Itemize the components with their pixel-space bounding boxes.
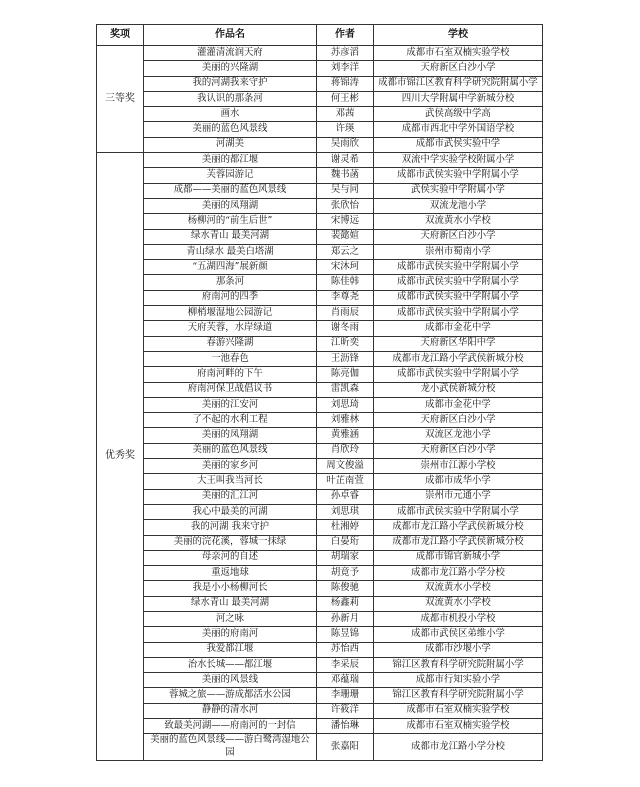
author-cell: 孙卓睿 — [317, 489, 374, 504]
school-cell: 双流黄水小学校 — [374, 596, 543, 611]
author-cell: 蒋锦涛 — [317, 76, 374, 91]
school-cell: 锦江区教育科学研究院附属小学 — [374, 688, 543, 703]
table-row — [97, 504, 543, 519]
author-cell: 邓茜 — [317, 107, 374, 122]
school-cell: 成都市武侯实验中学附属小学 — [374, 168, 543, 183]
table-row — [97, 627, 543, 642]
work-title-cell: 芙蓉园游记 — [144, 168, 317, 183]
school-cell: 双流黄水小学校 — [374, 214, 543, 229]
school-cell: 成都市锦江区教育科学研究院附属小学 — [374, 76, 543, 91]
school-cell: 成都市金花中学 — [374, 321, 543, 336]
author-cell: 李珊珊 — [317, 688, 374, 703]
work-title-cell: 美丽的凤翔湖 — [144, 428, 317, 443]
school-cell: 成都市成华小学 — [374, 474, 543, 489]
work-title-cell: 美丽的浣花溪，蓉城一抹绿 — [144, 535, 317, 550]
author-cell: 何王彬 — [317, 91, 374, 106]
author-cell: 孙新月 — [317, 611, 374, 626]
table-row — [97, 61, 543, 76]
school-cell: 双流中学实验学校附属小学 — [374, 153, 543, 168]
work-title-cell: 成都——美丽的蓝色风景线 — [144, 183, 317, 198]
author-cell: 刘思琪 — [317, 504, 374, 519]
table-row — [97, 459, 543, 474]
school-cell: 武侯高级中学高 — [374, 107, 543, 122]
author-cell: 江昕奕 — [317, 336, 374, 351]
school-cell: 成都市武侯实验中学附属小学 — [374, 306, 543, 321]
work-title-cell: 河湖美 — [144, 137, 317, 152]
school-cell: 崇州市江源小学校 — [374, 459, 543, 474]
award-category-cell: 三等奖 — [97, 46, 144, 153]
school-cell: 成都市武侯实验中学附属小学 — [374, 290, 543, 305]
work-title-cell: 大王叫我当河长 — [144, 474, 317, 489]
awards-table — [96, 24, 543, 761]
author-cell: 李采辰 — [317, 657, 374, 672]
author-cell: 陈昱锦 — [317, 627, 374, 642]
work-title-cell: 母亲河的自述 — [144, 550, 317, 565]
work-title-cell: 府南河的四季 — [144, 290, 317, 305]
author-cell: 吴与同 — [317, 183, 374, 198]
table-row — [97, 673, 543, 688]
table-row — [97, 46, 543, 61]
table-row — [97, 443, 543, 458]
author-cell: 杜湘婷 — [317, 520, 374, 535]
table-row — [97, 550, 543, 565]
author-cell: 陈佳韩 — [317, 275, 374, 290]
table-row — [97, 657, 543, 672]
school-cell: 双流龙池小学 — [374, 198, 543, 213]
table-row — [97, 489, 543, 504]
work-title-cell: 美丽的汇江河 — [144, 489, 317, 504]
work-title-cell: 绿水青山 最美河湖 — [144, 596, 317, 611]
school-cell: 龙小武侯新城分校 — [374, 382, 543, 397]
table-row — [97, 734, 543, 761]
table-row — [97, 168, 543, 183]
work-title-cell: 美丽的江安河 — [144, 397, 317, 412]
work-title-cell: 美丽的蓝色风景线 — [144, 443, 317, 458]
school-cell: 双流黄水小学校 — [374, 581, 543, 596]
author-cell: 宋沐珂 — [317, 260, 374, 275]
work-title-cell: 我爱都江堰 — [144, 642, 317, 657]
author-cell: 胡瑞家 — [317, 550, 374, 565]
work-title-cell: 我是小小杨柳河长 — [144, 581, 317, 596]
table-row — [97, 260, 543, 275]
table-row — [97, 153, 543, 168]
work-title-cell: 美丽的蓝色风景线 — [144, 122, 317, 137]
work-title-cell: 杨柳河的“前生后世” — [144, 214, 317, 229]
table-row — [97, 382, 543, 397]
author-cell: 裴懿媗 — [317, 229, 374, 244]
author-cell: 魏书菡 — [317, 168, 374, 183]
table-row — [97, 535, 543, 550]
school-cell: 成都市武侯区弟维小学 — [374, 627, 543, 642]
author-cell: 胡竟予 — [317, 566, 374, 581]
school-cell: 天府新区白沙小学 — [374, 413, 543, 428]
table-row — [97, 244, 543, 259]
work-title-cell: 府南河保卫战倡议书 — [144, 382, 317, 397]
author-cell: 许筱洋 — [317, 703, 374, 718]
author-cell: 肖雨辰 — [317, 306, 374, 321]
table-row — [97, 596, 543, 611]
author-cell: 肖欣玲 — [317, 443, 374, 458]
work-title-cell: 静静的清水河 — [144, 703, 317, 718]
table-row — [97, 336, 543, 351]
author-cell: 刘雅林 — [317, 413, 374, 428]
table-row — [97, 611, 543, 626]
author-cell: 宋博远 — [317, 214, 374, 229]
table-header — [97, 25, 543, 46]
school-cell: 双流区龙池小学 — [374, 428, 543, 443]
school-cell: 成都市武侯实验中学附属小学 — [374, 367, 543, 382]
school-cell: 成都市石室双楠实验学校 — [374, 46, 543, 61]
work-title-cell: 那条河 — [144, 275, 317, 290]
work-title-cell: 一池春色 — [144, 351, 317, 366]
table-row — [97, 688, 543, 703]
work-title-cell: 治水长城——都江堰 — [144, 657, 317, 672]
school-cell: 成都市龙江路小学分校 — [374, 734, 543, 761]
author-cell: 陈亮伽 — [317, 367, 374, 382]
school-cell: 成都市龙江路小学武侯新城分校 — [374, 535, 543, 550]
author-cell: 邓蕴瑞 — [317, 673, 374, 688]
school-cell: 成都市武侯实验中学 — [374, 137, 543, 152]
work-title-cell: 春游兴隆湖 — [144, 336, 317, 351]
table-row — [97, 107, 543, 122]
author-cell: 吴雨欣 — [317, 137, 374, 152]
header-author: 作者 — [317, 25, 374, 46]
header-award: 奖项 — [97, 25, 144, 46]
table-row — [97, 474, 543, 489]
table-row — [97, 306, 543, 321]
author-cell: 黄雅涵 — [317, 428, 374, 443]
school-cell: 成都市行知实验小学 — [374, 673, 543, 688]
work-title-cell: 河之咏 — [144, 611, 317, 626]
author-cell: 刘思琦 — [317, 397, 374, 412]
author-cell: 张嘉阳 — [317, 734, 374, 761]
header-row — [97, 25, 543, 46]
work-title-cell: 我的河湖我来守护 — [144, 76, 317, 91]
school-cell: 成都市龙江路小学武侯新城分校 — [374, 520, 543, 535]
work-title-cell: 天府芙蓉，水岸绿道 — [144, 321, 317, 336]
author-cell: 郑云之 — [317, 244, 374, 259]
work-title-cell: 美丽的凤翔湖 — [144, 198, 317, 213]
school-cell: 天府新区白沙小学 — [374, 443, 543, 458]
table-row — [97, 198, 543, 213]
work-title-cell: 了不起的水利工程 — [144, 413, 317, 428]
author-cell: 谢灵希 — [317, 153, 374, 168]
table-body — [97, 46, 543, 761]
table-row — [97, 275, 543, 290]
table-row — [97, 642, 543, 657]
work-title-cell: 我认识的那条河 — [144, 91, 317, 106]
work-title-cell: 重返地球 — [144, 566, 317, 581]
table-row — [97, 214, 543, 229]
work-title-cell: 我心中最美的河湖 — [144, 504, 317, 519]
author-cell: 杨鑫莉 — [317, 596, 374, 611]
work-title-cell: 灌灌清流润天府 — [144, 46, 317, 61]
table-row — [97, 229, 543, 244]
table-row — [97, 122, 543, 137]
author-cell: 王沥锋 — [317, 351, 374, 366]
school-cell: 天府新区白沙小学 — [374, 61, 543, 76]
table-row — [97, 321, 543, 336]
table-row — [97, 703, 543, 718]
school-cell: 武侯实验中学附属小学 — [374, 183, 543, 198]
work-title-cell: 美丽的风景线 — [144, 673, 317, 688]
school-cell: 成都市武侯实验中学附属小学 — [374, 260, 543, 275]
table-row — [97, 428, 543, 443]
work-title-cell: 美丽的家乡河 — [144, 459, 317, 474]
table-row — [97, 76, 543, 91]
school-cell: 成都市武侯实验中学附属小学 — [374, 275, 543, 290]
school-cell: 成都市龙江路小学武侯新城分校 — [374, 351, 543, 366]
award-category-cell: 优秀奖 — [97, 153, 144, 761]
table-row — [97, 91, 543, 106]
table-row — [97, 183, 543, 198]
school-cell: 成都市沙堰小学 — [374, 642, 543, 657]
table-row — [97, 351, 543, 366]
header-work-title: 作品名 — [144, 25, 317, 46]
author-cell: 雷凯森 — [317, 382, 374, 397]
author-cell: 周文俊溢 — [317, 459, 374, 474]
table-row — [97, 137, 543, 152]
author-cell: 谢冬雨 — [317, 321, 374, 336]
work-title-cell: 致最美河湖——府南河的一封信 — [144, 719, 317, 734]
work-title-cell: 青山绿水 最美白塔湖 — [144, 244, 317, 259]
author-cell: 刘李洋 — [317, 61, 374, 76]
school-cell: 成都市机投小学校 — [374, 611, 543, 626]
table-row — [97, 397, 543, 412]
school-cell: 成都市武侯实验中学附属小学 — [374, 504, 543, 519]
work-title-cell: 柳梢堰湿地公园游记 — [144, 306, 317, 321]
school-cell: 成都市西北中学外国语学校 — [374, 122, 543, 137]
school-cell: 崇州市蜀南小学 — [374, 244, 543, 259]
work-title-cell: 蓉城之旅——游成都活水公园 — [144, 688, 317, 703]
table-row — [97, 413, 543, 428]
work-title-cell: 美丽的蓝色风景线——游白鹭湾湿地公园 — [144, 734, 317, 761]
school-cell: 四川大学附属中学新城分校 — [374, 91, 543, 106]
author-cell: 李尊尧 — [317, 290, 374, 305]
school-cell: 成都市锦官新城小学 — [374, 550, 543, 565]
author-cell: 陈俊驰 — [317, 581, 374, 596]
school-cell: 崇州市元通小学 — [374, 489, 543, 504]
school-cell: 成都市石室双楠实验学校 — [374, 703, 543, 718]
table-row — [97, 290, 543, 305]
work-title-cell: “五湖四海”展新颜 — [144, 260, 317, 275]
work-title-cell: 美丽的都江堰 — [144, 153, 317, 168]
author-cell: 潘怡琳 — [317, 719, 374, 734]
author-cell: 叶芷南萱 — [317, 474, 374, 489]
table-row — [97, 719, 543, 734]
work-title-cell: 我的河湖 我来守护 — [144, 520, 317, 535]
author-cell: 苏彦滔 — [317, 46, 374, 61]
work-title-cell: 府南河畔的下午 — [144, 367, 317, 382]
author-cell: 苏怡西 — [317, 642, 374, 657]
table-row — [97, 367, 543, 382]
table-row — [97, 566, 543, 581]
author-cell: 白晏珩 — [317, 535, 374, 550]
table-row — [97, 520, 543, 535]
work-title-cell: 绿水青山 最美河湖 — [144, 229, 317, 244]
school-cell: 成都市石室双楠实验学校 — [374, 719, 543, 734]
table-row — [97, 581, 543, 596]
school-cell: 天府新区白沙小学 — [374, 229, 543, 244]
author-cell: 许瑛 — [317, 122, 374, 137]
school-cell: 成都市龙江路小学分校 — [374, 566, 543, 581]
school-cell: 天府新区华阳中学 — [374, 336, 543, 351]
header-school: 学校 — [374, 25, 543, 46]
work-title-cell: 画水 — [144, 107, 317, 122]
school-cell: 成都市金花中学 — [374, 397, 543, 412]
school-cell: 锦江区教育科学研究院附属小学 — [374, 657, 543, 672]
work-title-cell: 美丽的府南河 — [144, 627, 317, 642]
author-cell: 张欣怡 — [317, 198, 374, 213]
work-title-cell: 美丽的兴隆湖 — [144, 61, 317, 76]
